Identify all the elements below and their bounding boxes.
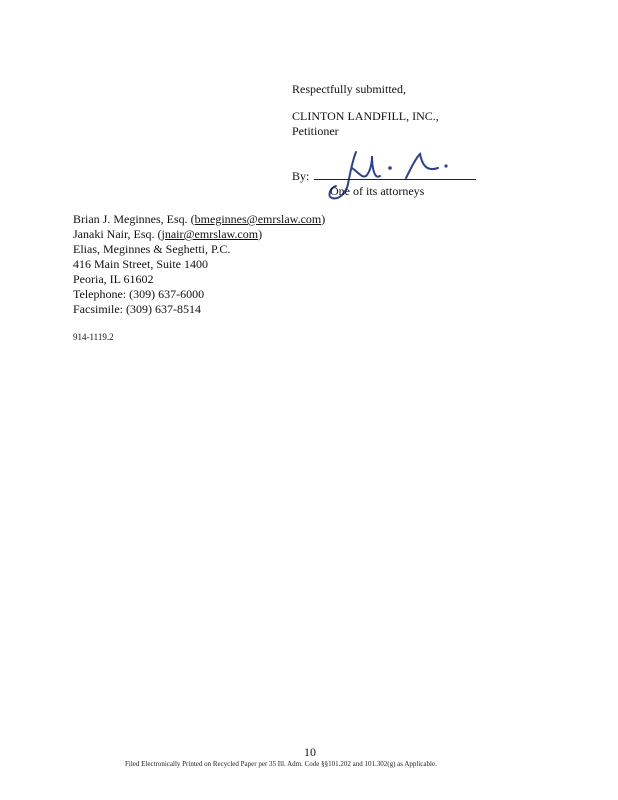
- attorney-line-1: [73, 212, 325, 226]
- address-line-2: Peoria, IL 61602: [73, 272, 154, 286]
- by-label: By:: [292, 169, 310, 183]
- address-line-1: 416 Main Street, Suite 1400: [73, 257, 208, 271]
- attorney-2-email-link[interactable]: jnair@emrslaw.com: [161, 227, 259, 241]
- attorney-2-paren: ): [258, 227, 263, 241]
- facsimile: Facsimile: (309) 637-8514: [73, 302, 201, 316]
- firm-name: Elias, Meginnes & Seghetti, P.C.: [73, 242, 231, 256]
- telephone: Telephone: (309) 637-6000: [73, 287, 205, 301]
- petitioner-role: Petitioner: [292, 124, 339, 138]
- document-id: 914-1119.2: [73, 332, 114, 342]
- closing-respectfully: Respectfully submitted,: [292, 82, 406, 96]
- petitioner-name: CLINTON LANDFILL, INC.,: [292, 109, 439, 123]
- signature-caption: One of its attorneys: [330, 184, 425, 198]
- attorney-2-name: Janaki Nair, Esq. (: [73, 227, 162, 241]
- page-number: 10: [304, 745, 316, 759]
- signature-line: [314, 179, 476, 180]
- attorney-1-email-link[interactable]: bmeginnes@emrslaw.com: [194, 212, 322, 226]
- footer-note: Filed Electronically Printed on Recycled Paper per 35 Ill. Adm. Code §§101.202 and 101.302(g) as Applicable.: [125, 760, 437, 768]
- attorney-1-paren: ): [321, 212, 326, 226]
- attorney-line-2: [73, 227, 262, 241]
- attorney-1-name: Brian J. Meginnes, Esq. (: [73, 212, 195, 226]
